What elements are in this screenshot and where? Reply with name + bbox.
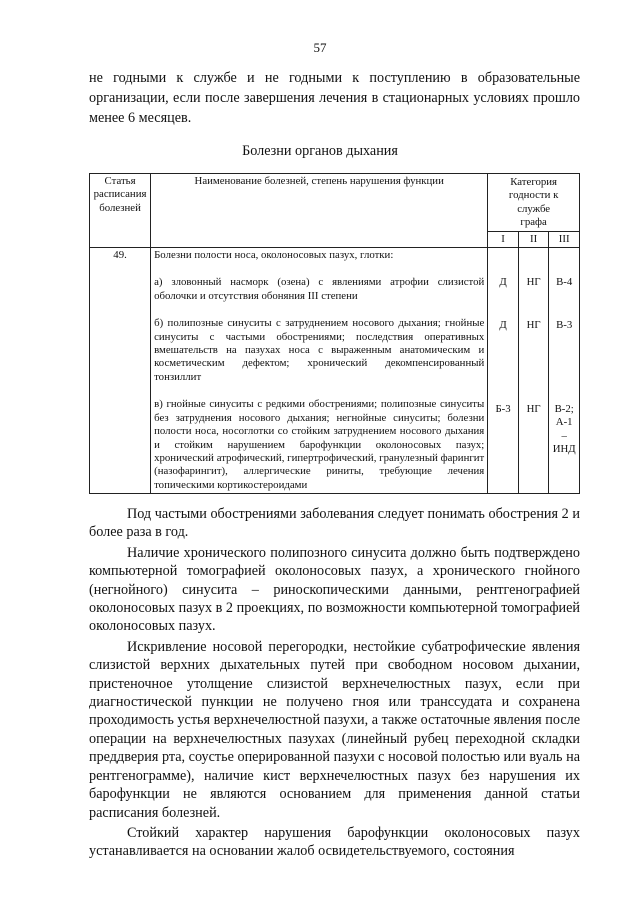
item-c-col-3-line-2: А-1 –: [555, 416, 573, 442]
row-col-3: [549, 248, 580, 494]
header-column-label: графа: [520, 216, 547, 229]
header-name: Наименование болезней, степень нарушения функции: [151, 174, 488, 248]
item-b-text: б) полипозные синуситы с затруднением носового дыхания; гнойные синуситы с частыми обострениями; последствия оперативных вмешательств на пазухах носа с выраженным анатомическим и косметическим дефектом; хронический декомпенсированный тонзиллит: [154, 317, 485, 383]
page-number: 57: [313, 40, 327, 55]
paragraph-1: Под частыми обострениями заболевания следует понимать обострения 2 и более раза в год.: [89, 506, 580, 541]
table-header-row: [90, 174, 580, 232]
row-col-2: [518, 248, 549, 494]
item-c-col-1: Б-3: [495, 402, 511, 415]
paragraph-3: Искривление носовой перегородки, нестойкие субатрофические явления слизистой верхних дыхательных путей при свободном носовом дыхании, пристеночное утолщение слизистой верхнечелюстных пазух, если при диагностической пункции не получено гноя или транссудата и сохранена проходимость устья верхнечелюстной пазухи, а также остаточные явления после операции на верхнечелюстных пазухах (линейный рубец переходной складки преддверия рта, соустье оперированной пазухи с носовой полостью или вуаль на рентгенограмме), наличие кист верхнечелюстных пазух без нарушения их барофункции не являются основанием для применения данной статьи расписания болезней.: [89, 638, 580, 821]
row-col-1: [488, 248, 519, 494]
row-title: Болезни полости носа, околоносовых пазух, глотки:: [154, 249, 394, 262]
row-name: [151, 248, 488, 494]
header-category-title: Категория годности к службе: [508, 176, 559, 215]
section-title: Болезни органов дыхания: [242, 143, 398, 159]
header-col-3: III: [549, 231, 580, 247]
item-a-text: а) зловонный насморк (озена) с явлениями атрофии слизистой оболочки и отсутствия обоняния III степени: [154, 276, 485, 302]
item-c-col-3-line-1: В-2;: [554, 402, 574, 415]
table-row: [90, 248, 580, 494]
header-col-1: I: [488, 231, 519, 247]
paragraph-4: Стойкий характер нарушения барофункции околоносовых пазух устанавливается на основании жалоб освидетельствуемого, состояния: [89, 824, 580, 860]
body-text: [89, 505, 580, 863]
item-a-col-3: В-4: [556, 276, 573, 289]
header-col-2: II: [518, 231, 549, 247]
row-article: 49.: [90, 248, 151, 494]
item-b-col-2: НГ: [526, 319, 541, 332]
item-a-col-2: НГ: [526, 276, 541, 289]
item-c-col-3-line-3: ИНД: [552, 443, 576, 456]
item-c-text: в) гнойные синуситы с редкими обострениями; полипозные синуситы без затруднения носового дыхания; негнойные синуситы; болезни полости носа, носоглотки со стойким затруднением носового дыхания и стойким нарушением барофункции околоносовых пазух; хронический атрофический, гипертрофический, гранулезный фарингит (назофарингит), аллергические риниты, требующие лечения топическими кортикостероидами: [154, 398, 485, 491]
item-b-col-1: Д: [499, 319, 507, 332]
item-a-col-1: Д: [499, 276, 507, 289]
item-b-col-3: В-3: [556, 319, 573, 332]
header-category: [488, 174, 580, 232]
item-c-col-2: НГ: [526, 402, 541, 415]
paragraph-2: Наличие хронического полипозного синусита должно быть подтверждено компьютерной томографией околоносовых пазух, а хронического гнойного (негнойного) синусита – риноскопическими данными, рентгенографией околоносовых пазух в 2 проекциях, по возможности компьютерной томографией околоносовых пазух.: [89, 544, 580, 635]
header-article: Статья расписания болезней: [90, 174, 151, 248]
diseases-table: [89, 173, 580, 494]
intro-text: не годными к службе и не годными к поступлению в образовательные организации, если после завершения лечения в стационарных условиях прошло менее 6 месяцев.: [89, 70, 580, 126]
